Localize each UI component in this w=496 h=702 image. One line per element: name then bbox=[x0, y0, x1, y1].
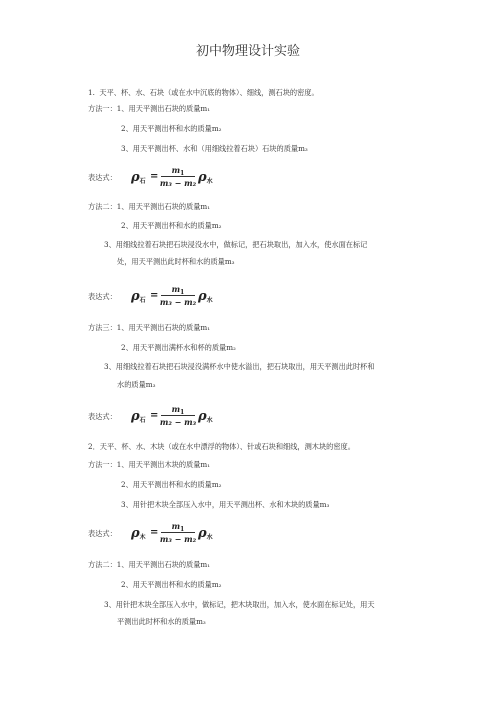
equals-sign: = bbox=[150, 527, 159, 538]
fraction-bar bbox=[161, 415, 195, 416]
s1-method2-step3-cont: 处，用天平测出此时杯和水的质量m₃ bbox=[117, 257, 235, 266]
density-symbol: $\rho_木$ bbox=[131, 526, 146, 541]
expression-label: 表达式： bbox=[88, 529, 117, 538]
s1-method3-step3-cont: 水的质量m₃ bbox=[117, 380, 156, 389]
s2-method2-step3-cont: 平测出此时杯和水的质量m₃ bbox=[117, 617, 206, 626]
fraction-bar bbox=[161, 295, 195, 296]
equals-sign: = bbox=[150, 410, 159, 421]
denominator: m₃ − m₂ bbox=[159, 297, 197, 307]
density-symbol: $\rho_石$ bbox=[131, 170, 146, 185]
s1-method2-step2: 2、用天平测出杯和水的质量m₂ bbox=[121, 221, 222, 230]
expression-label: 表达式： bbox=[88, 412, 117, 421]
water-density-symbol: $\rho_水$ bbox=[198, 289, 213, 304]
s2-method1-step3: 3、用针把木块全部压入水中，用天平测出杯、水和木块的质量m₃ bbox=[121, 500, 330, 509]
fraction-bar bbox=[161, 176, 195, 177]
denominator: m₃ − m₂ bbox=[159, 534, 197, 544]
water-density-symbol: $\rho_水$ bbox=[198, 170, 213, 185]
numerator: $m_1$ bbox=[171, 404, 185, 416]
numerator: $m_1$ bbox=[171, 284, 185, 296]
s1-method2-formula bbox=[88, 282, 228, 312]
section-2-heading: 2．天平、杯、水、木块（或在水中漂浮的物体）、针或石块和细线，测木块的密度。 bbox=[88, 442, 355, 451]
s1-method2-step1: 方法二：1、用天平测出石块的质量m₁ bbox=[88, 202, 211, 211]
expression-label: 表达式： bbox=[88, 292, 117, 301]
expression-label: 表达式： bbox=[88, 173, 117, 182]
s1-method3-step2: 2、用天平测出满杯水和杯的质量m₂ bbox=[121, 343, 236, 352]
s2-method1-formula bbox=[88, 519, 228, 549]
water-density-symbol: $\rho_水$ bbox=[198, 409, 213, 424]
density-symbol: $\rho_石$ bbox=[131, 289, 146, 304]
fraction-bar bbox=[161, 532, 195, 533]
numerator: $m_1$ bbox=[171, 521, 185, 533]
equals-sign: = bbox=[150, 290, 159, 301]
s1-method3-step3: 3、用细线拉着石块把石块浸没满杯水中使水溢出，把石块取出，用天平测出此时杯和 bbox=[104, 362, 375, 371]
s2-method1-step2: 2、用天平测出杯和水的质量m₂ bbox=[121, 480, 222, 489]
s1-method1-step2: 2、用天平测出杯和水的质量m₂ bbox=[121, 124, 222, 133]
s1-method1-formula bbox=[88, 163, 228, 193]
s2-method2-step3: 3、用针把木块全部压入水中，做标记，把木块取出，加入水，使水面在标记处，用天 bbox=[104, 600, 375, 609]
s1-method1-step1: 方法一：1、用天平测出石块的质量m₁ bbox=[88, 104, 211, 113]
s1-method3-formula bbox=[88, 402, 228, 432]
s2-method2-step1: 方法二：1、用天平测出石块的质量m₁ bbox=[88, 560, 211, 569]
density-symbol: $\rho_石$ bbox=[131, 409, 146, 424]
equals-sign: = bbox=[150, 171, 159, 182]
water-density-symbol: $\rho_水$ bbox=[198, 526, 213, 541]
s2-method1-step1: 方法一：1、用天平测出木块的质量m₁ bbox=[88, 460, 211, 469]
s1-method2-step3: 3、用细线拉着石块把石块浸没水中，做标记，把石块取出，加入水，使水面在标记 bbox=[104, 240, 368, 249]
s1-method1-step3: 3、用天平测出杯、水和（用细线拉着石块）石块的质量m₃ bbox=[121, 144, 308, 153]
page-title: 初中物理设计实验 bbox=[195, 44, 300, 59]
denominator: m₃ − m₂ bbox=[159, 178, 197, 188]
s2-method2-step2: 2、用天平测出杯和水的质量m₂ bbox=[121, 580, 222, 589]
s1-method3-step1: 方法三：1、用天平测出石块的质量m₁ bbox=[88, 323, 211, 332]
denominator: m₂ − m₃ bbox=[159, 417, 197, 427]
numerator: $m_1$ bbox=[171, 165, 185, 177]
section-1-heading: 1. 天平、杯、水、石块（或在水中沉底的物体）、细线，测石块的密度。 bbox=[88, 88, 319, 97]
